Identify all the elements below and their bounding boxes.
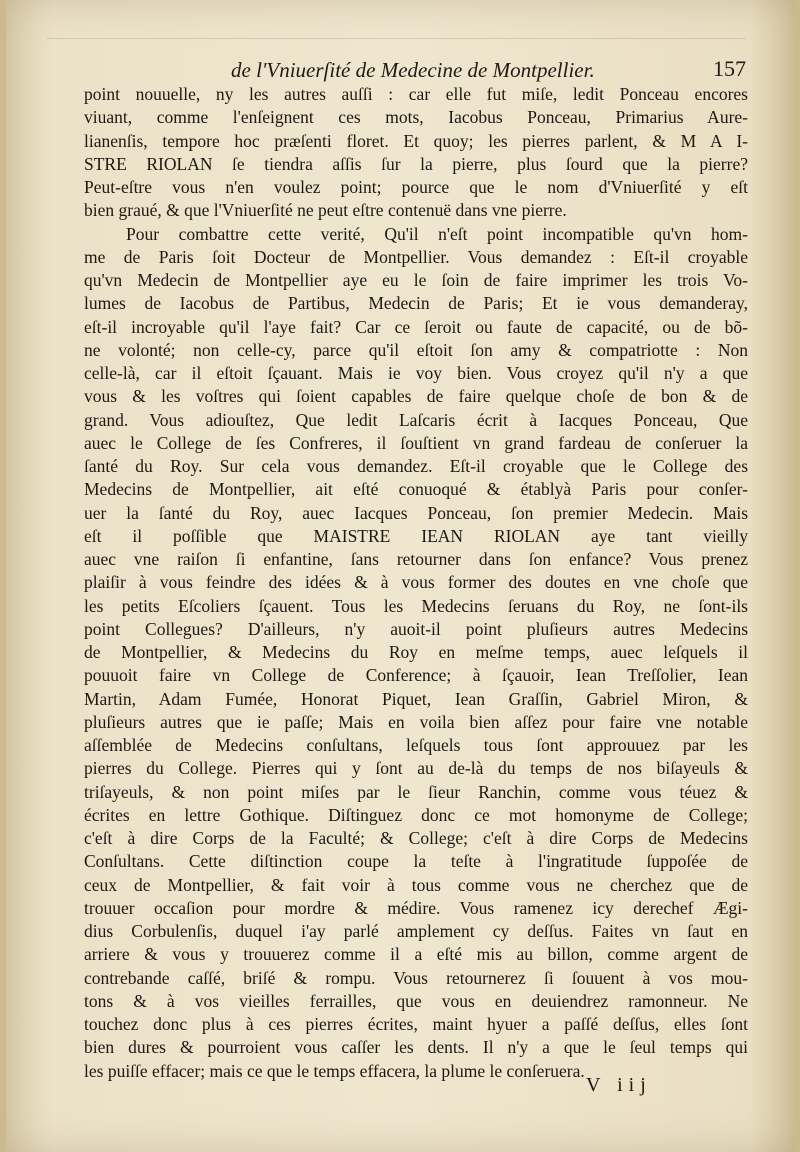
text-line: me de Paris ſoit Docteur de Montpellier. Vous demandez : Eſt-il croyable	[84, 246, 748, 267]
text-line: viuant, comme l'enſeignent ces mots, Iacobus Ponceau, Primarius Aure-	[84, 107, 748, 128]
text-line: Medecins de Montpellier, ait eſté conuoqué & établyà Paris pour conſer-	[84, 479, 748, 500]
text-line: ſanté du Roy. Sur cela vous demandez. Eſt-il croyable que le College des	[84, 456, 748, 476]
text-line: uer la ſanté du Roy, auec Iacques Ponceau, ſon premier Medecin. Mais	[84, 502, 748, 523]
text-line: pierres du College. Pierres qui y ſont au de-là du temps de nos biſayeuls &	[84, 758, 748, 779]
text-line: eſt il poſſible que MAISTRE IEAN RIOLAN aye tant vieilly	[84, 525, 748, 546]
text-line: dius Corbulenſis, duquel i'ay parlé amplement cy deſſus. Faites vn ſaut en	[84, 921, 748, 941]
text-line: de Montpellier, & Medecins du Roy en meſme temps, auec leſquels il	[84, 642, 748, 662]
text-line: les puiſſe effacer; mais ce que le temps effacera, la plume le conſeruera.	[84, 1060, 585, 1081]
text-line: grand. Vous adiouſtez, Que ledit Laſcaris écrit à Iacques Ponceau, Que	[84, 409, 748, 430]
text-line: STRE RIOLAN ſe tiendra aſſis ſur la pierre, plus ſourd que la pierre?	[84, 153, 748, 174]
page-number: 157	[713, 56, 746, 81]
text-line: Pour combattre cette verité, Qu'il n'eſt point incompatible qu'vn hom-	[126, 223, 748, 244]
text-line: vous & les voſtres qui ſoient capables de faire quelque choſe de bon & de	[84, 386, 748, 407]
text-line: celle-là, car il eſtoit ſçauant. Mais ie voy bien. Vous croyez qu'il n'y a que	[84, 363, 748, 383]
text-line: c'eſt à dire Corps de la Faculté; & College; c'eſt à dire Corps de Medecins	[84, 828, 748, 848]
text-line: ne volonté; non celle-cy, parce qu'il eſtoit ſon amy & compatriotte : Non	[84, 339, 748, 360]
text-line: Peut-eſtre vous n'en voulez point; pource que le nom d'Vniuerſité y eſt	[84, 177, 748, 197]
text-line: point Collegues? D'ailleurs, n'y auoit-il point pluſieurs autres Medecins	[84, 618, 748, 639]
text-line: lumes de Iacobus de Partibus, Medecin de Paris; Et ie vous demanderay,	[84, 293, 748, 314]
text-line: triſayeuls, & non point miſes par le ſieur Ranchin, comme vous téuez &	[84, 781, 748, 802]
text-line: arriere & vous y trouuerez comme il a eſté mis au billon, comme argent de	[84, 944, 748, 965]
text-line: contrebande caſſé, briſé & rompu. Vous retournerez ſi ſouuent à vos mou-	[84, 967, 748, 988]
running-title: de l'Vniuerſité de Medecine de Montpellier.	[231, 58, 595, 82]
page-rule	[46, 38, 746, 39]
text-line: Martin, Adam Fumée, Honorat Piquet, Iean Graſſin, Gabriel Miron, &	[84, 688, 748, 709]
body-text	[84, 83, 748, 1083]
text-line: lianenſis, tempore hoc præſenti floret. Et quoy; les pierres parlent, & M A I-	[84, 130, 748, 151]
text-line: aſſemblée de Medecins conſultans, leſquels tous ſont approuuez par les	[84, 735, 748, 755]
text-line: trouuer occaſion pour mordre & médire. Vous ramenez icy derechef Ægi-	[84, 897, 748, 918]
text-line: touchez donc plus à ces pierres écrites, maint hyuer a paſſé deſſus, elles ſont	[84, 1014, 748, 1034]
text-line: auec vne raiſon ſi enfantine, ſans retourner dans ſon enfance? Vous prenez	[84, 549, 748, 569]
book-page	[6, 0, 796, 1152]
text-line: Conſultans. Cette diſtinction coupe la teſte à l'ingratitude ſuppoſée de	[84, 851, 748, 872]
text-line: tons & à vos vieilles ferrailles, que vous en deuiendrez ramonneur. Ne	[84, 990, 748, 1011]
text-line: écrites en lettre Gothique. Diſtinguez donc ce mot homonyme de College;	[84, 804, 748, 825]
text-line: pluſieurs autres que ie paſſe; Mais en voila bien aſſez pour faire vne notable	[84, 711, 748, 732]
text-line: bien graué, & que l'Vniuerſité ne peut eſtre contenuë dans vne pierre.	[84, 200, 567, 221]
text-line: point nouuelle, ny les autres auſſi : car elle fut miſe, ledit Ponceau encores	[84, 84, 748, 104]
text-line: qu'vn Medecin de Montpellier aye eu le ſoin de faire imprimer les trois Vo-	[84, 270, 748, 290]
text-line: auec le College de ſes Confreres, il ſouſtient vn grand fardeau de conſeruer la	[84, 432, 748, 453]
signature-mark: V iij	[586, 1074, 652, 1096]
text-line: pouuoit faire vn College de Conference; à ſçauoir, Iean Treſſolier, Iean	[84, 665, 748, 686]
text-line: ceux de Montpellier, & fait voir à tous comme vous ne cherchez que de	[84, 874, 748, 895]
text-line: les petits Eſcoliers ſçauent. Tous les Medecins ſeruans du Roy, ne ſont-ils	[84, 595, 748, 616]
text-line: eſt-il incroyable qu'il l'aye fait? Car ce ſeroit ou faute de capacité, ou de bõ-	[84, 316, 748, 337]
text-line: bien dures & pourroient vous caſſer les dents. Il n'y a que le ſeul temps qui	[84, 1037, 748, 1058]
text-line: plaiſir à vous feindre des idées & à vous former des doutes en vne choſe que	[84, 572, 748, 593]
